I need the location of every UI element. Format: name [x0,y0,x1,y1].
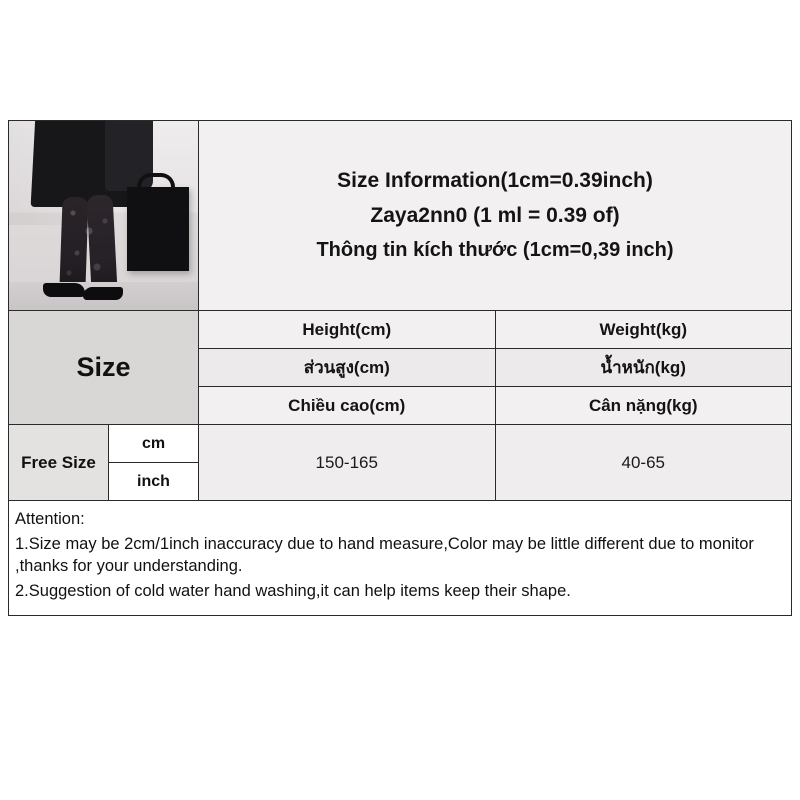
product-photo-image [9,121,198,310]
notes-heading: Attention: [15,510,85,528]
photo-right-shoe-shape [83,287,123,300]
photo-left-shoe-shape [43,283,85,297]
header-height-en: Height(cm) [199,311,496,348]
title-line-english: Size Information(1cm=0.39inch) [337,169,653,192]
note-item-2: 2.Suggestion of cold water hand washing,it can help items keep their shape. [15,582,571,600]
header-row-english [199,311,791,349]
header-row-thai [199,349,791,387]
header-height-th: ส่วนสูง(cm) [199,349,496,386]
row-size-value: Free Size [9,425,109,500]
chart-header-section [9,121,791,311]
unit-inch: inch [137,472,170,490]
photo-lace-pattern [63,201,117,287]
header-height-vi: Chiều cao(cm) [199,387,496,424]
header-weight-th: น้ำหนัก(kg) [496,349,792,386]
product-photo [9,121,199,310]
header-row-vietnamese [199,387,791,425]
size-column-label: Size [9,311,199,425]
chart-column-headers [9,311,791,425]
row-units [109,425,199,500]
unit-cm: cm [109,425,198,463]
attention-notes [9,501,791,615]
measurement-header-columns [199,311,791,425]
title-line-vietnamese: Thông tin kích thước (1cm=0,39 inch) [316,239,674,261]
header-weight-vi: Cân nặng(kg) [496,387,792,424]
row-height-value: 150-165 [199,425,496,500]
table-row [9,425,791,501]
chart-title-block [199,121,791,310]
size-information-chart [8,120,792,616]
header-weight-en: Weight(kg) [496,311,792,348]
note-item-1: 1.Size may be 2cm/1inch inaccuracy due to hand measure,Color may be little different due to monitor ,thanks for your understanding. [15,535,754,575]
row-weight-value: 40-65 [496,425,792,500]
photo-handbag-shape [127,187,189,271]
title-line-secondary: Zaya2nn0 (1 ml = 0.39 of) [370,204,620,227]
